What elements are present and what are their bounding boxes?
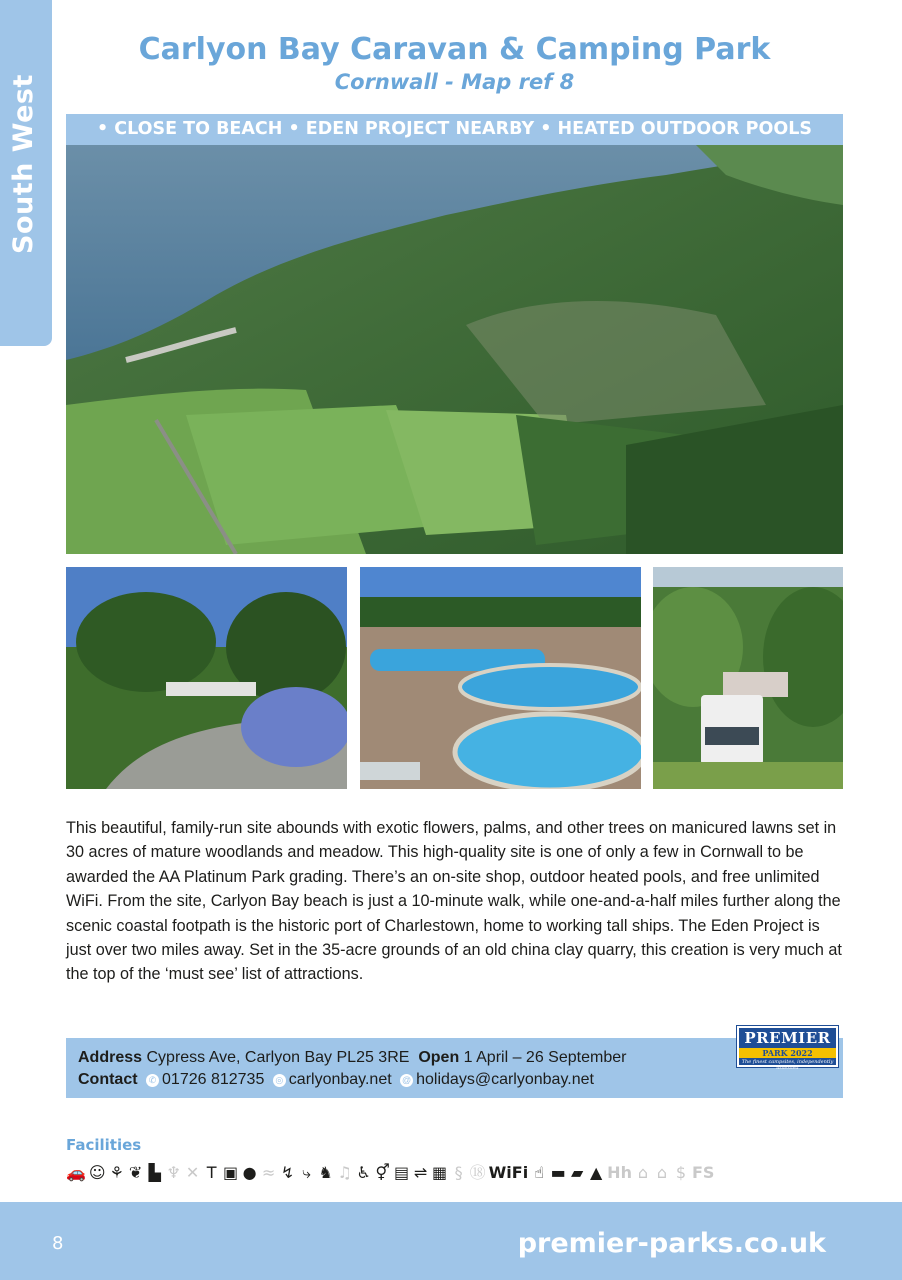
address-line xyxy=(78,1047,843,1069)
page-number: 8 xyxy=(52,1233,64,1254)
contact-label: Contact xyxy=(78,1071,138,1088)
address-label: Address xyxy=(78,1049,143,1066)
rail-icon: ⇌ xyxy=(413,1163,428,1182)
glamping-icon: ⌂ xyxy=(656,1163,668,1182)
email-icon: @ xyxy=(402,1075,412,1085)
campsite-photo xyxy=(66,567,347,789)
premier-logo-year: PARK 2022 xyxy=(739,1048,836,1058)
electric-icon: § xyxy=(454,1163,463,1182)
fishing-icon: ⤷ xyxy=(302,1163,312,1182)
web-icon: ◎ xyxy=(273,1074,286,1087)
premier-logo-tagline: The finest campsites, independently assessed xyxy=(741,1059,834,1071)
restaurant-icon: ✕ xyxy=(185,1163,200,1182)
tent-icon: ▲ xyxy=(590,1163,603,1182)
takeaway-icon: T xyxy=(206,1163,217,1182)
seasonal-icon: $ xyxy=(675,1163,687,1182)
open-dates: 1 April – 26 September xyxy=(463,1049,627,1066)
wifi-icon: WiFi xyxy=(488,1163,529,1182)
motorhome-icon: ▰ xyxy=(571,1163,584,1182)
entertainment-icon: ♫ xyxy=(337,1163,352,1182)
age-18-icon: ⑱ xyxy=(469,1163,486,1182)
open-label: Open xyxy=(418,1049,460,1066)
contact-line xyxy=(78,1069,843,1091)
mouse-icon: ☝ xyxy=(534,1163,545,1182)
caravan-icon: ▬ xyxy=(550,1163,566,1182)
toilets-icon: ⚥ xyxy=(375,1163,390,1182)
page-title: Carlyon Bay Caravan & Camping Park xyxy=(138,32,771,67)
phone-icon: ✆ xyxy=(146,1074,159,1087)
highlights-banner: • CLOSE TO BEACH • EDEN PROJECT NEARBY • HEATED OUTDOOR POOLS xyxy=(66,114,843,145)
region-tab xyxy=(0,0,52,346)
wc-icon: ▤ xyxy=(394,1163,410,1182)
car-icon: 🚗 xyxy=(66,1163,86,1182)
lodges-icon: ⌂ xyxy=(637,1163,649,1182)
park-description: This beautiful, family-run site abounds with exotic flowers, palms, and other trees on manicured lawns set in 30 acres of mature woodlands and meadow. This high-quality site is one of only a few in Cornwall to be awarded the AA Platinum Park grading. There’s an on-site shop, outdoor heated pools, and free unlimited WiFi. From the site, Carlyon Bay beach is just a 10-minute walk, while one-and-a-half miles further along the scenic coastal footpath is the historic port of Charlestown, home to working tall ships. The Eden Project is just over two miles away. Set in the 35-acre grounds of an old china clay quarry, this creation is very much at the top of the ‘must see’ list of attractions. xyxy=(66,819,842,984)
holiday-homes-icon: Hh xyxy=(607,1163,632,1182)
smiley-icon: ☺ xyxy=(88,1163,106,1182)
address-value: Cypress Ave, Carlyon Bay PL25 3RE xyxy=(146,1049,410,1066)
phone-number[interactable]: 01726 812735 xyxy=(162,1071,265,1088)
footer-website-link[interactable]: premier-parks.co.uk xyxy=(517,1228,826,1259)
leaf-icon: ❦ xyxy=(128,1163,143,1182)
shop-icon: ▣ xyxy=(223,1163,239,1182)
fs-icon: FS xyxy=(691,1163,715,1182)
launderette-icon: ▙ xyxy=(148,1163,161,1182)
bar-icon: ♆ xyxy=(166,1163,181,1182)
aerial-photo xyxy=(66,145,843,554)
dog-icon: ♞ xyxy=(318,1163,333,1182)
website-link[interactable]: carlyonbay.net xyxy=(288,1071,392,1088)
page-subtitle: Cornwall - Map ref 8 xyxy=(334,70,575,94)
facilities-title: Facilities xyxy=(66,1136,142,1154)
disabled-icon: ♿ xyxy=(356,1163,371,1182)
motorhome-photo xyxy=(653,567,843,789)
premier-park-logo xyxy=(737,1026,838,1071)
email-link[interactable]: holidays@carlyonbay.net xyxy=(416,1071,594,1088)
search-icon: ● xyxy=(242,1163,257,1182)
facilities-icons xyxy=(66,1160,856,1186)
walking-icon: ↯ xyxy=(280,1163,295,1182)
pool-photo xyxy=(360,567,641,789)
contact-box xyxy=(66,1038,843,1098)
bus-icon: ▦ xyxy=(432,1163,448,1182)
wifi-area-icon: ≈ xyxy=(261,1163,276,1182)
shower-icon: ⚘ xyxy=(109,1163,124,1182)
region-label: South West xyxy=(8,74,39,254)
premier-logo-name: PREMIER xyxy=(744,1029,831,1047)
